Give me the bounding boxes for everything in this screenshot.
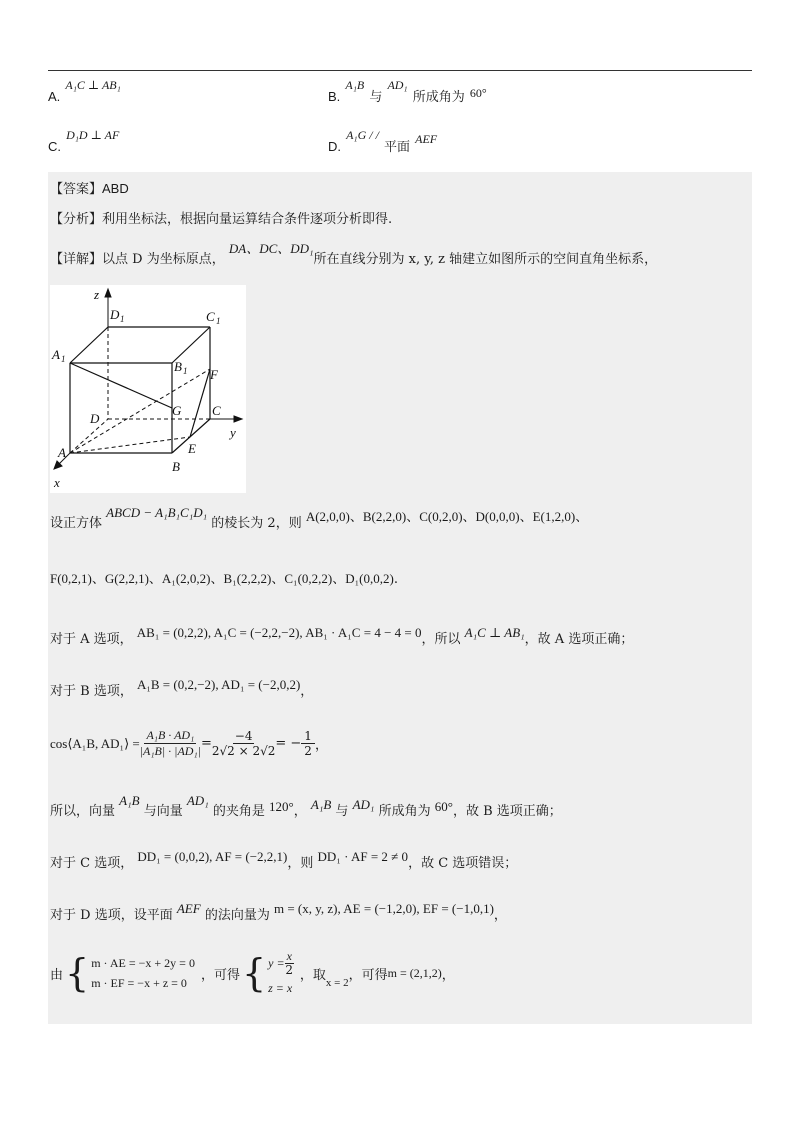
- option-b-expr-1: A₁B: [345, 78, 365, 92]
- label-g: G: [172, 403, 182, 418]
- cos-eq: =: [200, 736, 212, 751]
- analysis-line: [50, 208, 392, 227]
- d-analysis-line: [50, 901, 507, 923]
- a-analysis-line: [50, 625, 634, 647]
- b2-3: 的夹角是: [212, 804, 265, 819]
- system-equations: [91, 953, 195, 993]
- sys-eq-1: m · AE = −x + 2y = 0: [91, 956, 195, 970]
- option-a-letter: A.: [48, 89, 61, 104]
- label-d1-sub: 1: [120, 314, 125, 324]
- sol-y: y =: [268, 956, 285, 970]
- coords-end: .: [393, 572, 398, 587]
- top-rule: [48, 70, 752, 71]
- answer-tag: 【答案】: [50, 182, 103, 197]
- b2-2: 与向量: [143, 804, 183, 819]
- coords-line-1: A(2,0,0)、B(2,2,0)、C(0,2,0)、D(0,0,0)、E(1,2,0)、: [305, 509, 589, 524]
- sys-m: m = (2,1,2): [387, 965, 442, 980]
- option-d-expr-2: AEF: [415, 132, 438, 146]
- cos-eq2: = −: [275, 736, 302, 751]
- c-pre: 对于 C 选项，: [50, 856, 134, 871]
- label-b1-sub: 1: [183, 366, 188, 376]
- detail-tag: 【详解】: [50, 252, 103, 267]
- label-b1: B: [174, 359, 182, 374]
- b2-e1: A₁B: [310, 797, 332, 812]
- cos-lhs: cos⟨A₁B, AD₁⟩ =: [50, 735, 140, 751]
- b2-v1: A₁B: [119, 793, 140, 808]
- option-d-text: 平面: [384, 140, 411, 155]
- a-mid: ，所以: [421, 632, 461, 647]
- b-pre: 对于 B 选项，: [50, 684, 133, 699]
- a-expr: A₁C ⊥ AB₁: [464, 625, 525, 640]
- label-b: B: [172, 459, 180, 474]
- label-c1: C: [206, 309, 215, 324]
- sol-z: z = x: [268, 981, 293, 995]
- cos-num: A₁B · AD₁: [146, 728, 195, 742]
- c-mid: ，则: [287, 856, 314, 871]
- option-d-letter: D.: [328, 139, 341, 154]
- label-c1-sub: 1: [216, 316, 221, 326]
- option-d-expr-1: A₁G / /: [346, 128, 379, 142]
- d-calc: m = (x, y, z), AE = (−1,2,0), EF = (−1,0,1): [273, 901, 494, 916]
- option-d[interactable]: [328, 128, 438, 155]
- c-post: ，故 C 选项错误；: [408, 856, 518, 871]
- left-brace-icon-2: {: [241, 951, 267, 995]
- label-f: F: [210, 367, 218, 382]
- sol-y-frac: [285, 950, 294, 977]
- sys-mid: ，可得: [200, 967, 240, 983]
- b-calc: A₁B = (0,2,−2), AD₁ = (−2,0,2): [136, 677, 301, 692]
- cos-num2: −4: [234, 729, 253, 743]
- cos-line: [50, 728, 328, 759]
- sys-pre: 由: [50, 967, 64, 983]
- detail-text-2: 所在直线分别为 x, y, z 轴建立如图所示的空间直角坐标系，: [313, 252, 658, 267]
- option-a-expr: A₁C ⊥ AB₁: [65, 78, 121, 92]
- b2-e2: AD₁: [352, 797, 375, 812]
- a-pre: 对于 A 选项，: [50, 632, 133, 647]
- c-dot: DD₁ · AF = 2 ≠ 0: [317, 849, 409, 864]
- detail-line: [50, 241, 658, 267]
- label-d: D: [90, 411, 100, 426]
- option-b-expr-2: AD₁: [387, 78, 408, 92]
- d-pre: 对于 D 选项，设平面: [50, 908, 173, 923]
- detail-axes: DA、DC、DD₁: [228, 241, 314, 256]
- option-c-letter: C.: [48, 139, 61, 154]
- sys-x2: x = 2: [325, 977, 349, 989]
- analysis-tag: 【分析】: [50, 212, 103, 227]
- d-mid: 的法向量为: [204, 908, 270, 923]
- setup-text-1: 设正方体: [50, 516, 103, 531]
- coords-line: [50, 568, 398, 587]
- cos-frac-2: [212, 729, 276, 758]
- option-b-letter: B.: [328, 89, 341, 104]
- label-z: z: [94, 287, 100, 302]
- answer-value: ABD: [102, 181, 129, 196]
- setup-text-2: 的棱长为 2，则: [211, 516, 302, 531]
- coords-line-2: F(0,2,1)、G(2,2,1)、A₁(2,0,2)、B₁(2,2,2)、C₁(0,2,2)、D₁(0,0,2): [50, 571, 394, 586]
- b2-7: ，故 B 选项正确；: [452, 804, 562, 819]
- solution-equations: [268, 950, 294, 996]
- sol-x: x: [286, 949, 292, 963]
- cos-num3: 1: [301, 729, 315, 744]
- c-analysis-line: [50, 849, 518, 871]
- b2-ang2: 60°: [434, 799, 453, 814]
- d-end: ，: [493, 908, 507, 923]
- answer-line: [50, 178, 129, 197]
- sys-get: ，可得: [348, 967, 388, 983]
- cos-den: |A₁B| · |AD₁|: [139, 744, 201, 758]
- sys-end: ，: [441, 967, 455, 983]
- label-x: x: [54, 475, 60, 490]
- b2-line: [50, 793, 562, 819]
- option-b-angle: 60°: [469, 86, 487, 100]
- cos-end: ，: [314, 738, 328, 753]
- sys-take: ，取: [299, 967, 326, 983]
- b2-6: 所成角为: [378, 804, 431, 819]
- analysis-text: 利用坐标法，根据向量运算结合条件逐项分析即得.: [102, 212, 393, 227]
- a-post: ，故 A 选项正确；: [524, 632, 634, 647]
- left-brace-icon: {: [65, 951, 90, 995]
- a-calc: AB₁ = (0,2,2), A₁C = (−2,2,−2), AB₁ · A₁C = 4 − 4 = 0: [136, 625, 422, 640]
- label-a1: A: [52, 347, 60, 362]
- option-b-mid: 与: [369, 90, 383, 105]
- cos-frac-1: [140, 728, 201, 759]
- setup-cube: ABCD − A₁B₁C₁D₁: [106, 505, 208, 520]
- cube-figure: [50, 285, 246, 493]
- detail-text-1: 以点 D 为坐标原点，: [102, 252, 225, 267]
- b2-ang: 120°: [269, 799, 294, 814]
- system-line: [50, 950, 455, 996]
- y-arrow-icon: [234, 416, 242, 422]
- cos-den2: 2√2 × 2√2: [211, 744, 276, 758]
- setup-line: [50, 505, 589, 531]
- label-e: E: [188, 441, 196, 456]
- sol-y-row: [268, 950, 294, 977]
- d-plane: AEF: [176, 901, 201, 916]
- sol-2: 2: [285, 963, 294, 977]
- label-d1: D: [110, 307, 120, 322]
- label-a1-sub: 1: [61, 354, 66, 364]
- b-analysis-line: [50, 677, 314, 699]
- cube-diagram: [50, 285, 246, 493]
- z-arrow-icon: [105, 289, 111, 297]
- cos-den3: 2: [304, 744, 312, 758]
- cos-frac-3: [301, 729, 315, 758]
- option-b-text: 所成角为: [412, 90, 465, 105]
- b2-5: 与: [335, 804, 349, 819]
- b2-4: ，: [293, 804, 307, 819]
- sys-eq-2: m · EF = −x + z = 0: [91, 976, 187, 990]
- label-y: y: [230, 425, 236, 440]
- option-b[interactable]: [328, 78, 487, 105]
- label-c: C: [212, 403, 221, 418]
- b2-v2: AD₁: [186, 793, 209, 808]
- b2-1: 所以，向量: [50, 804, 116, 819]
- c-calc: DD₁ = (0,0,2), AF = (−2,2,1): [137, 849, 288, 864]
- b-end: ，: [300, 684, 314, 699]
- label-a: A: [58, 445, 66, 460]
- option-c-expr: D₁D ⊥ AF: [66, 128, 120, 142]
